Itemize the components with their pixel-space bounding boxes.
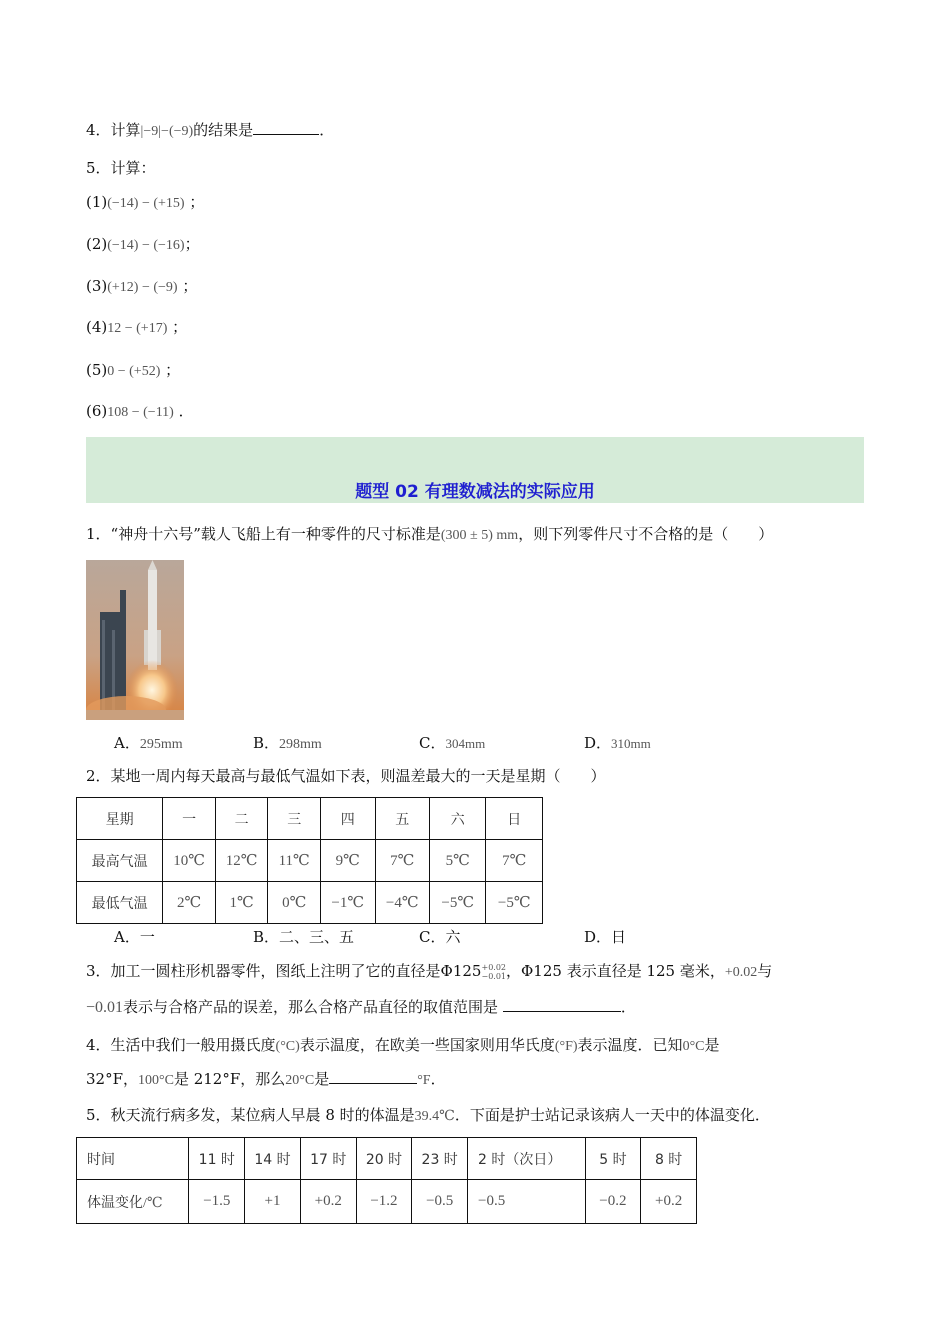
table-row: 时间 11 时 14 时 17 时 20 时 23 时 2 时（次日） 5 时 8 时 [77,1138,697,1180]
calc-item: (4)12 − (+17) ； [86,318,188,336]
table-row: 星期 一 二 三 四 五 六 日 [77,798,543,840]
calc-item: (1)(−14) − (+15) ； [86,193,205,211]
question-4-line-2: 32°F，100°C是 212°F，那么20°C是 °F． [86,1070,446,1088]
section-title: 题型 02 有理数减法的实际应用 [355,482,595,502]
question-3-line-2: −0.01表示与合格产品的误差，那么合格产品直径的取值范围是 ． [86,998,636,1016]
option-d[interactable]: D．日 [584,928,627,946]
question-4-line-1: 4．生活中我们一般用摄氏度(°C)表示温度，在欧美一些国家则用华氏度(°F)表示温度．已知0°C是 [86,1036,720,1054]
rocket-launch-image [86,560,184,720]
answer-blank [329,1069,417,1084]
option-d[interactable]: D．310mm [584,734,651,752]
question-5: 5．秋天流行病多发，某位病人早晨 8 时的体温是39.4℃．下面是护士站记录该病人一天中的体温变化． [86,1106,770,1124]
table-row: 体温变化/℃ −1.5 +1 +0.2 −1.2 −0.5 −0.5 −0.2 +0.2 [77,1180,697,1224]
table-row: 最低气温 2℃ 1℃ 0℃ −1℃ −4℃ −5℃ −5℃ [77,882,543,924]
answer-blank [253,120,319,135]
option-c[interactable]: C．304mm [419,734,486,752]
answer-blank [503,997,621,1012]
calc-item: (2)(−14) − (−16)； [86,235,200,253]
question-2: 2．某地一周内每天最高与最低气温如下表，则温差最大的一天是星期（ ） [86,767,606,785]
option-b[interactable]: B．298mm [253,734,322,752]
option-c[interactable]: C．六 [419,928,461,946]
option-a[interactable]: A．295mm [114,734,183,752]
section-banner [86,437,864,503]
question-5-head: 5．计算： [86,159,156,177]
question-4-calc: 4．计算|−9|−(−9)的结果是 ． [86,121,335,139]
calc-item: (5)0 − (+52) ； [86,361,181,379]
question-1: 1．“神舟十六号”载人飞船上有一种零件的尺寸标准是(300 ± 5) mm，则下列零件尺寸不合格的是（ ） [86,525,774,543]
expression: |−9|−(−9) [140,124,194,139]
calc-item: (6)108 − (−11) ． [86,402,194,420]
calc-item: (3)(+12) − (−9) ； [86,277,198,295]
tolerance: +0.02 −0.01 [481,963,506,981]
option-b[interactable]: B．二、三、五 [253,928,355,946]
temperature-table [76,797,543,924]
question-3-line-1: 3．加工一圆柱形机器零件，图纸上注明了它的直径是Φ125 +0.02 −0.01 ，Φ125 表示直径是 125 毫米，+0.02与 [86,962,773,981]
body-temperature-table [76,1137,697,1224]
option-a[interactable]: A．一 [114,928,155,946]
table-row: 最高气温 10℃ 12℃ 11℃ 9℃ 7℃ 5℃ 7℃ [77,840,543,882]
